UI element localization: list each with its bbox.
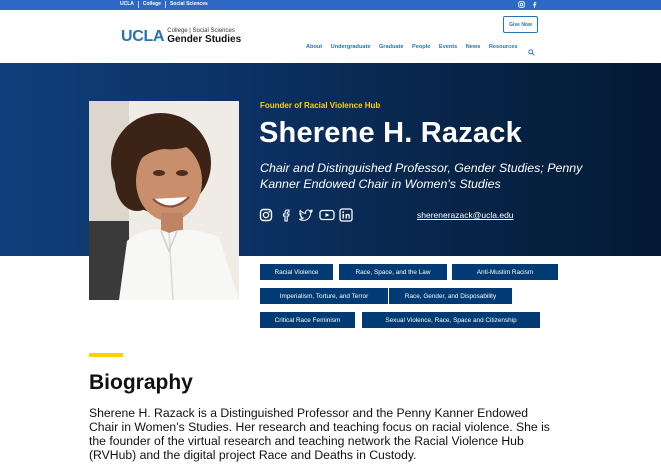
- tag-race-gender-disposability[interactable]: Race, Gender, and Disposability: [389, 288, 512, 304]
- site-header: [0, 10, 661, 63]
- facebook-icon[interactable]: [279, 208, 294, 222]
- youtube-icon[interactable]: [319, 208, 334, 222]
- tag-critical-race-feminism[interactable]: Critical Race Feminism: [260, 312, 355, 328]
- tag-imperialism-torture-terror[interactable]: Imperialism, Torture, and Terror: [260, 288, 388, 304]
- twitter-icon[interactable]: [299, 208, 314, 222]
- nav-about[interactable]: About: [306, 43, 323, 50]
- utility-links: [120, 1, 212, 8]
- logo-ucla: UCLA: [121, 28, 165, 45]
- instagram-icon[interactable]: [259, 208, 274, 222]
- profile-eyebrow: Founder of Racial Violence Hub: [260, 101, 381, 110]
- facebook-icon[interactable]: [531, 1, 538, 8]
- profile-title: Chair and Distinguished Professor, Gender Studies; Penny Kanner Endowed Chair in Women's Studies: [260, 161, 583, 191]
- tag-racial-violence[interactable]: Racial Violence: [260, 264, 333, 280]
- nav-undergraduate[interactable]: Undergraduate: [330, 43, 371, 50]
- nav-people[interactable]: People: [412, 43, 431, 50]
- tag-anti-muslim-racism[interactable]: Anti-Muslim Racism: [452, 264, 558, 280]
- profile-name: Sherene H. Razack: [259, 117, 522, 149]
- give-now-button[interactable]: Give Now: [503, 16, 538, 33]
- utility-social: [518, 1, 538, 8]
- tag-race-space-law[interactable]: Race, Space, and the Law: [339, 264, 447, 280]
- search-icon[interactable]: [528, 43, 535, 50]
- profile-portrait: [89, 101, 239, 300]
- site-logo[interactable]: [121, 28, 241, 45]
- utility-bar: [0, 0, 661, 10]
- profile-email-link[interactable]: sherenerazack@ucla.edu: [417, 210, 514, 220]
- profile-social-icons: [259, 208, 354, 222]
- tag-sexual-violence-race-space-citizenship[interactable]: Sexual Violence, Race, Space and Citizenship: [362, 312, 540, 328]
- instagram-icon[interactable]: [518, 1, 525, 8]
- biography-heading: Biography: [89, 371, 193, 394]
- logo-school: College | Social Sciences: [167, 28, 235, 34]
- nav-events[interactable]: Events: [438, 43, 458, 50]
- nav-news[interactable]: News: [465, 43, 481, 50]
- utility-link-social-sciences[interactable]: Social Sciences: [169, 1, 208, 7]
- nav-resources[interactable]: Resources: [488, 43, 518, 50]
- section-accent-bar: [89, 353, 123, 357]
- nav-graduate[interactable]: Graduate: [378, 43, 404, 50]
- linkedin-icon[interactable]: [339, 208, 354, 222]
- utility-link-college[interactable]: College: [139, 1, 166, 8]
- biography-text: Sherene H. Razack is a Distinguished Professor and the Penny Kanner Endowed Chair in Women’s Studies. Her research and teaching focus on racial violence. She is the founder of the virtual research and teaching network the Racial Violence Hub (RVHub) and the digital project Race and Deaths in Custody.: [89, 406, 550, 462]
- main-nav: [306, 43, 535, 50]
- utility-link-ucla[interactable]: UCLA: [120, 1, 139, 8]
- logo-department: Gender Studies: [167, 34, 242, 45]
